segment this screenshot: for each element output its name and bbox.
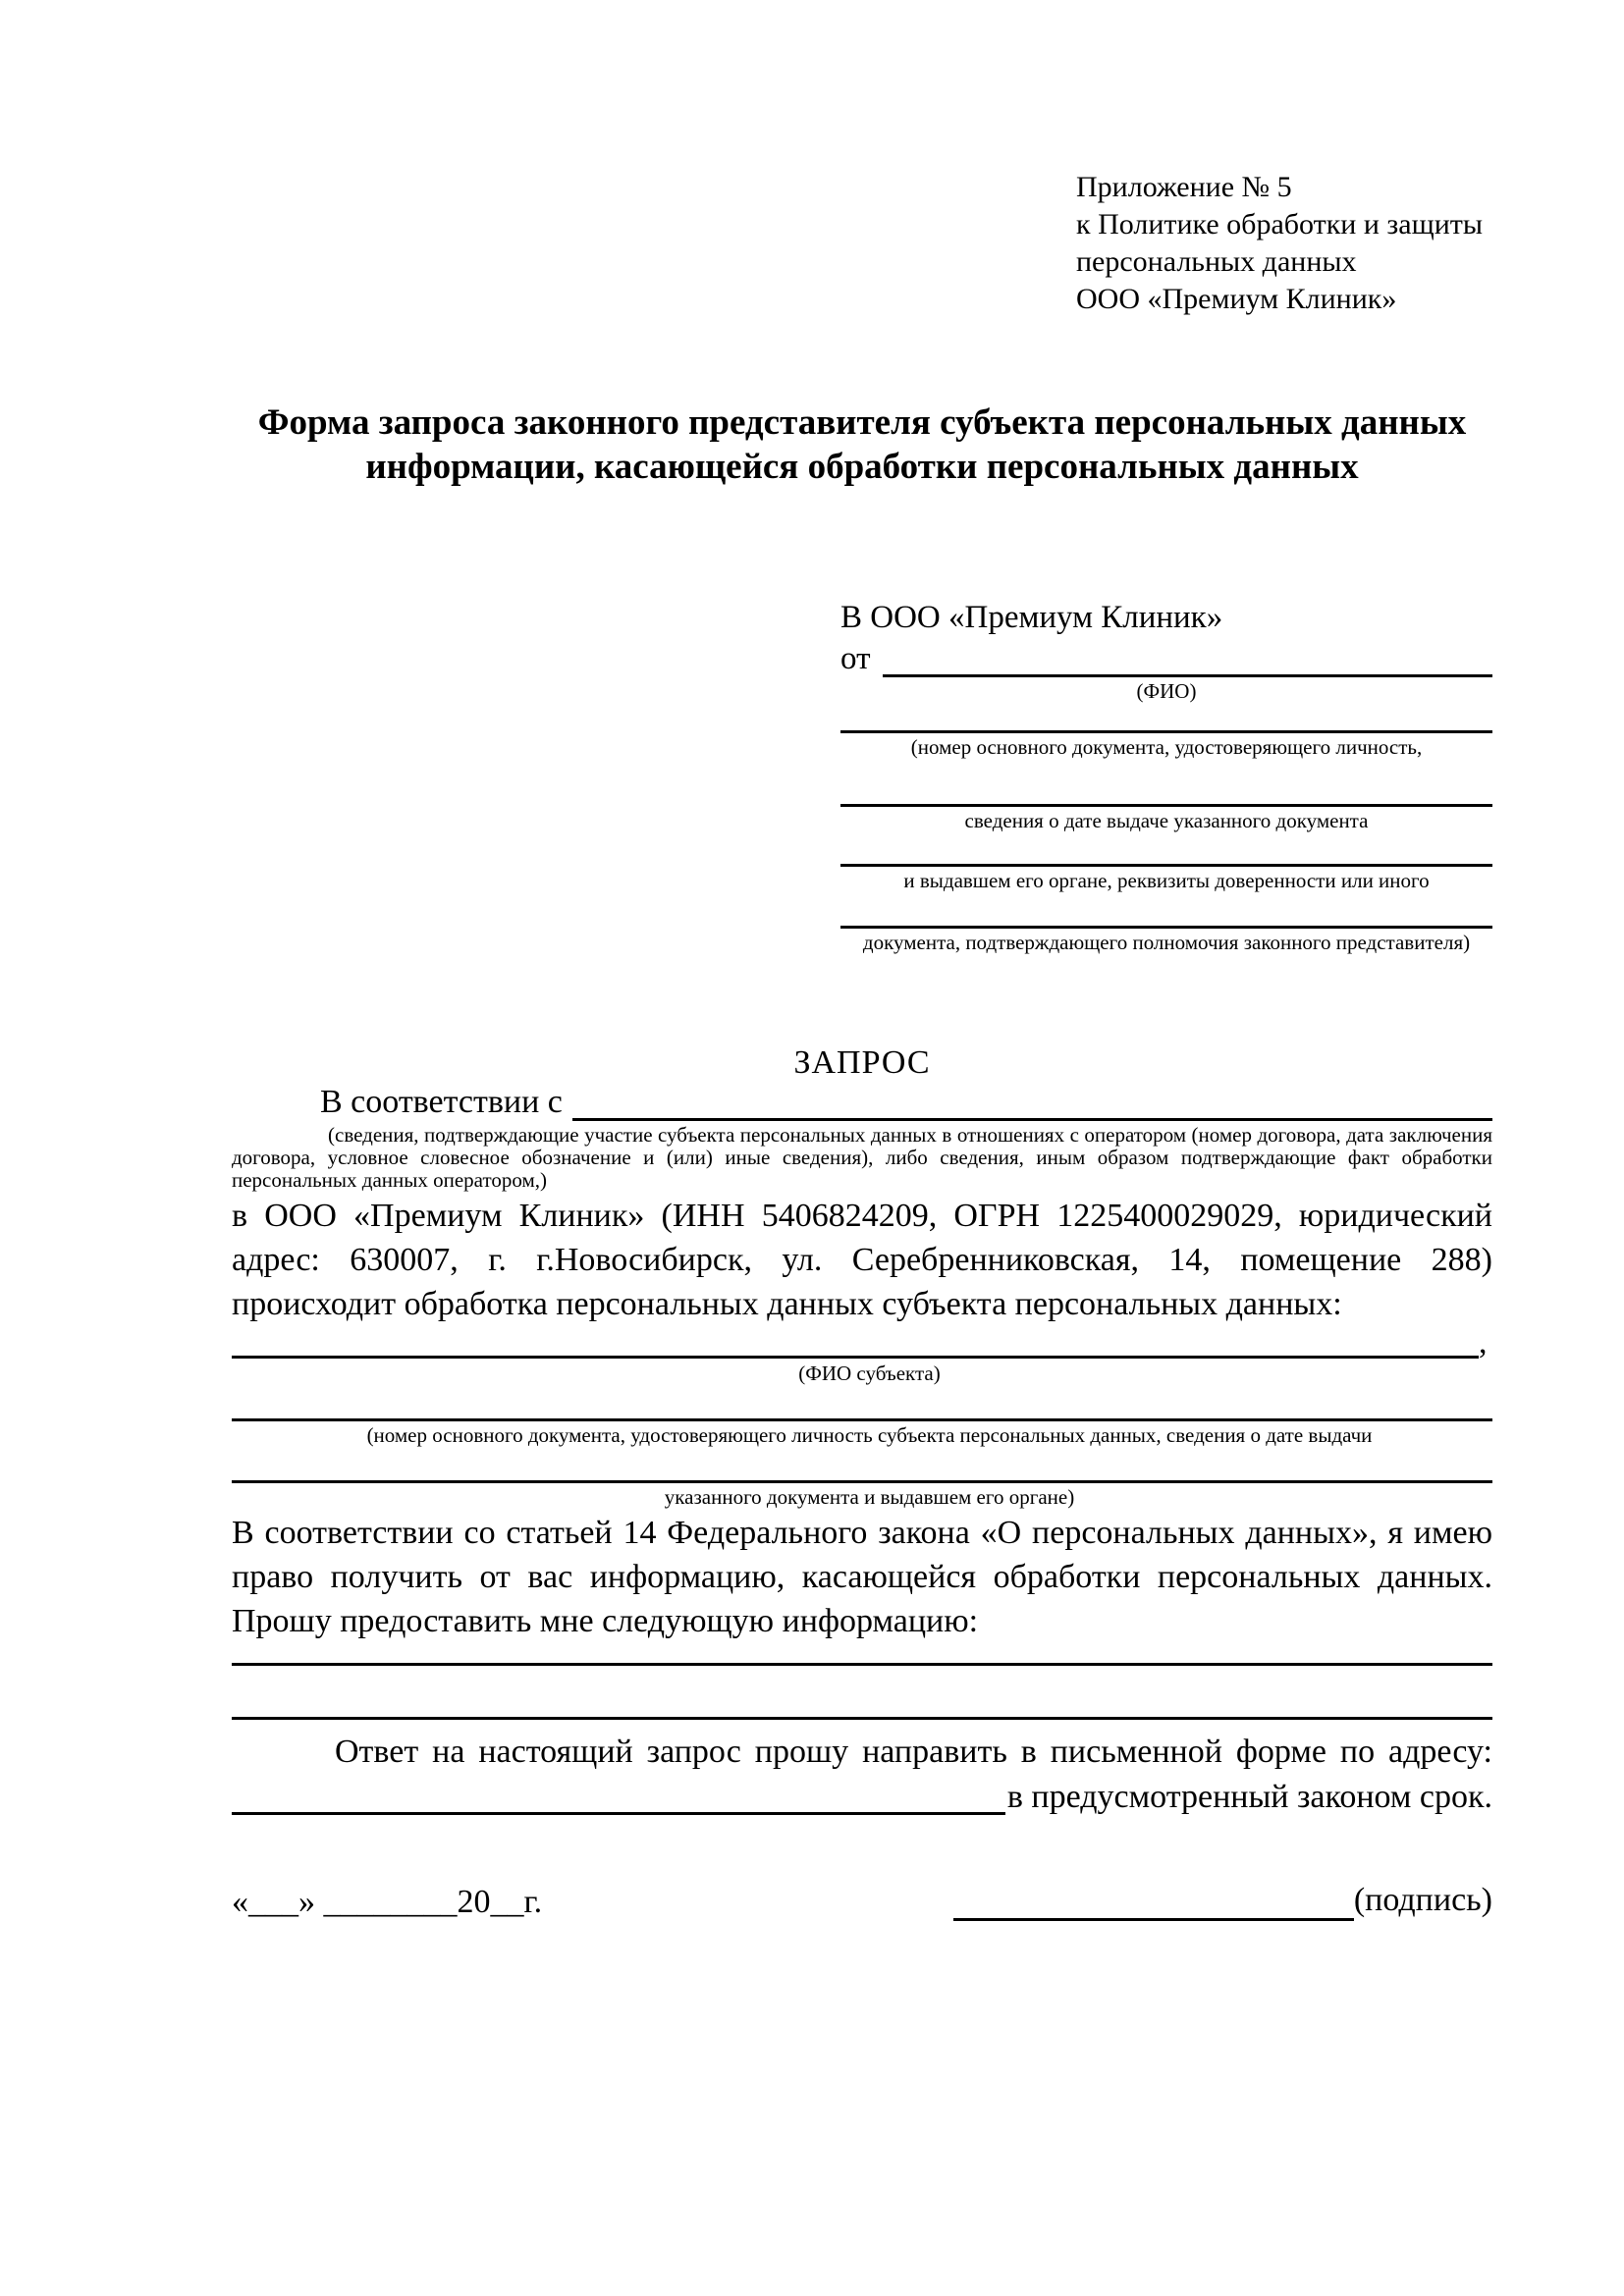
trailing-comma: , [1479,1324,1488,1361]
addressee-to-line: В ООО «Премиум Клиник» [840,600,1223,635]
signature-blank-line [953,1881,1354,1921]
subject-fio-row [232,1326,1492,1360]
subject-doc-caption: (номер основного документа, удостоверяющего личность субъекта персональных данных, сведения о дате выдачи [366,1423,1373,1447]
date-line: «___» ________20__г. [232,1884,543,1920]
request-heading: ЗАПРОС [793,1044,931,1081]
intro-label: В соответствии с [320,1084,563,1120]
field-caption: документа, подтверждающего полномочия законного представителя) [862,931,1471,954]
annex-header [1076,169,1492,318]
field-caption: и выдавшем его органе, реквизиты доверенности или иного [903,869,1430,892]
intro-caption: (сведения, подтверждающие участие субъекта персональных данных в отношениях с оператором (номер договора, дата заключения договора, условное словесное обозначение и (или) иные сведения), либо сведения, иным образом подтверждающие факт обработки персональных данных оператором,) [232,1123,1492,1192]
law-paragraph: В соответствии со статьей 14 Федерального закона «О персональных данных», я имею право получить от вас информацию, касающейся обработки персональных данных. Прошу предоставить мне следующую информацию: [232,1515,1492,1639]
intro-row [232,1084,1492,1121]
answer-blank-line [232,1643,1492,1666]
operator-paragraph: в ООО «Премиум Клиник» (ИНН 5406824209, ОГРН 1225400029029, юридический адрес: 630007, г. г.Новосибирск, ул. Серебренниковская, 14, помещение 288) происходит обработка персональных данных субъекта персональных данных: [232,1198,1492,1322]
annex-header-line: к Политике обработки и защиты [1076,208,1484,240]
reply-blank-line [232,1774,1005,1815]
signature-block [953,1880,1492,1921]
intro-blank-line [572,1084,1492,1121]
field-caption: (номер основного документа, удостоверяющего личность, [910,735,1423,759]
from-label: от [840,641,871,676]
footer-row [232,1880,1492,1921]
answer-blank-line [232,1666,1492,1720]
annex-header-line: ООО «Премиум Клиник» [1076,283,1397,315]
addressee-from-row [840,638,1492,677]
field-caption: сведения о дате выдаче указанного документа [964,809,1369,832]
reply-tail: в предусмотренный законом срок. [1006,1779,1492,1815]
subject-fio-blank-line [232,1326,1479,1359]
subject-doc-blank-line [232,1385,1492,1421]
blank-field-line [840,892,1492,929]
signature-caption: (подпись) [1353,1882,1492,1918]
subject-fio-caption: (ФИО субъекта) [798,1362,941,1385]
annex-header-line: Приложение № 5 [1076,171,1292,203]
fio-caption: (ФИО) [1136,679,1197,703]
reply-paragraph: Ответ на настоящий запрос прошу направить в письменной форме по адресу: [335,1734,1492,1770]
blank-field-line [840,832,1492,867]
addressee-block [840,597,1492,954]
subject-doc-caption: указанного документа и выдавшем его органе) [664,1485,1075,1509]
blank-field-line [840,703,1492,733]
from-blank-line [883,638,1493,677]
blank-field-line [840,759,1492,807]
subject-doc-blank-line [232,1447,1492,1483]
form-title: Форма запроса законного представителя субъекта персональных данных информации, касающейся обработки персональных данных [257,402,1467,487]
reply-row [232,1774,1492,1815]
annex-header-line: персональных данных [1076,245,1357,278]
